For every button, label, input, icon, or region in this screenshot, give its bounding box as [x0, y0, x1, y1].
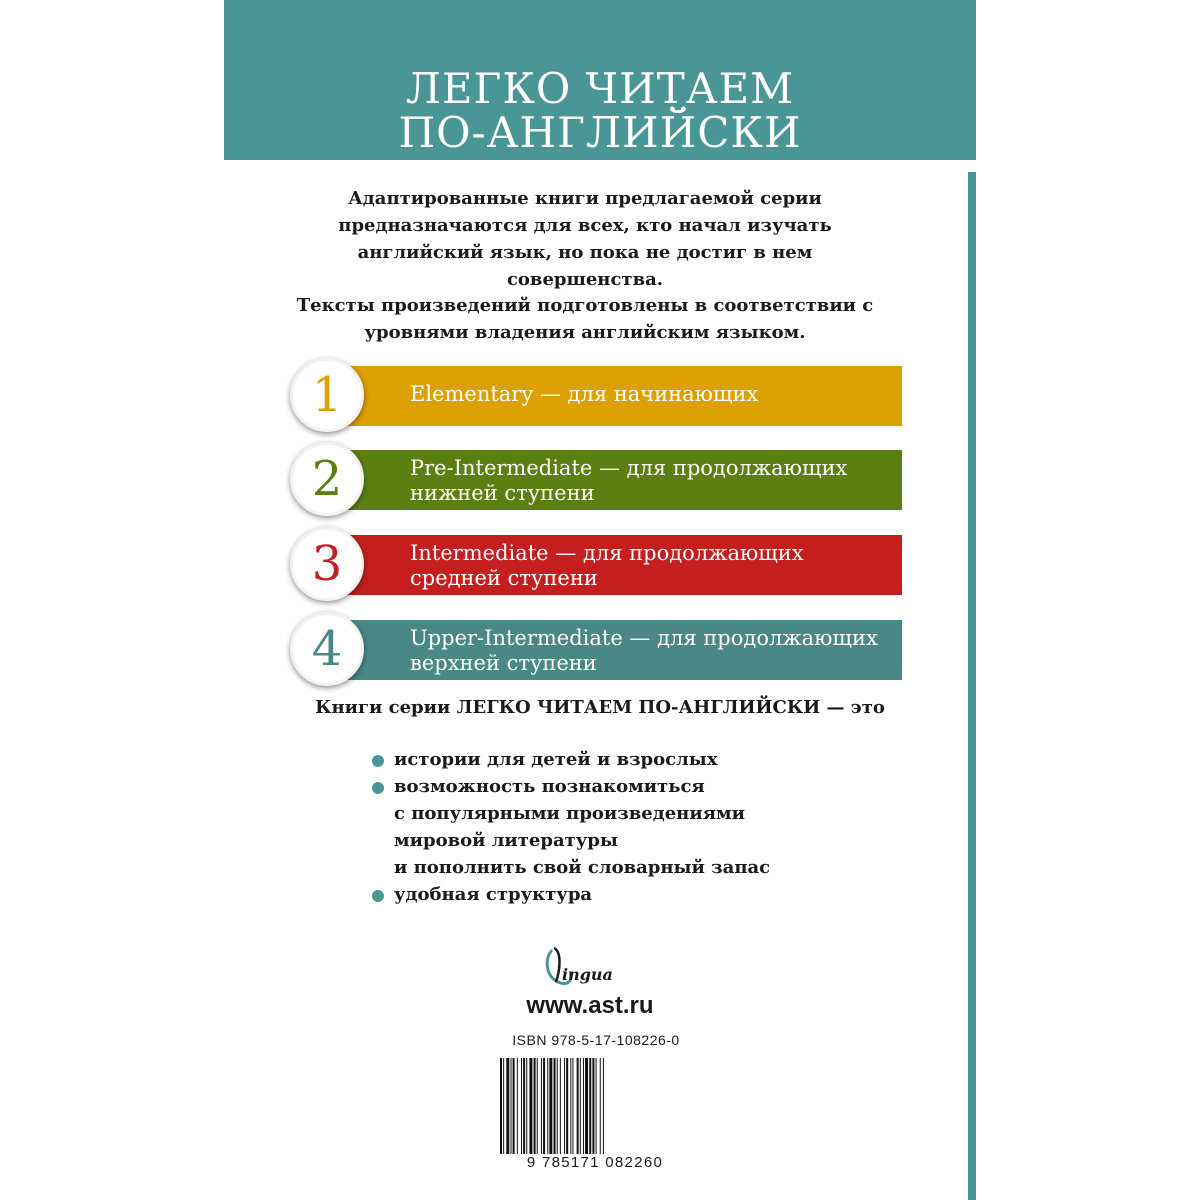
- level-1-label: [410, 382, 892, 407]
- barcode-bar: [526, 1058, 527, 1154]
- lingua-logo: [540, 942, 640, 992]
- bullet-dot-icon: [372, 890, 384, 902]
- list-item-continuation: и пополнить свой словарный запас: [394, 857, 771, 878]
- list-item-continuation: с популярными произведениями: [394, 803, 745, 824]
- level-2-number-badge: [290, 442, 364, 516]
- list-item-text: удобная структура: [394, 884, 593, 905]
- barcode-bar: [583, 1058, 584, 1154]
- barcode-bar: [534, 1058, 536, 1154]
- list-item: [372, 773, 812, 800]
- barcode-bar: [517, 1058, 518, 1154]
- barcode-bar: [557, 1058, 558, 1154]
- barcode-bar: [506, 1058, 509, 1154]
- logo-wordmark: ingua: [562, 965, 613, 984]
- publisher-url: www.ast.ru: [526, 992, 654, 1019]
- level-4-bar: [330, 620, 902, 680]
- barcode-bar: [521, 1058, 522, 1154]
- level-4-number: 4: [311, 621, 343, 677]
- barcode-bar: [570, 1058, 571, 1154]
- list-item: [372, 881, 812, 908]
- series-header: [224, 0, 976, 160]
- barcode: [498, 1058, 692, 1154]
- level-3-text-line-2: средней ступени: [410, 566, 598, 590]
- barcode-bar: [529, 1058, 532, 1154]
- barcode-bar: [580, 1058, 581, 1154]
- series-title-line-1: ЛЕГКО ЧИТАЕМ: [405, 64, 795, 113]
- level-2-label: [410, 456, 892, 506]
- series-tagline: Книги серии ЛЕГКО ЧИТАЕМ ПО-АНГЛИЙСКИ — это: [315, 697, 885, 718]
- level-3-number: 3: [311, 536, 343, 592]
- list-item-text: возможность познакомиться: [394, 776, 705, 797]
- barcode-bar: [572, 1058, 573, 1154]
- barcode-bar: [513, 1058, 515, 1154]
- level-4-text-line-1: Upper-Intermediate — для продолжающих: [410, 626, 878, 650]
- bullet-dot-icon: [372, 755, 384, 767]
- barcode-bar: [566, 1058, 568, 1154]
- level-4-number-badge: [290, 612, 364, 686]
- level-1-text: Elementary — для начинающих: [410, 382, 759, 406]
- level-2-text-line-2: нижней ступени: [410, 481, 595, 505]
- barcode-bar: [585, 1058, 588, 1154]
- level-3-row: [290, 535, 902, 595]
- level-3-label: [410, 541, 892, 591]
- barcode-bar: [547, 1058, 548, 1154]
- level-4-label: [410, 626, 892, 676]
- level-4-text-line-2: верхней ступени: [410, 651, 597, 675]
- barcode-bar: [554, 1058, 556, 1154]
- barcode-bar: [500, 1058, 502, 1154]
- barcode-bar: [541, 1058, 542, 1154]
- level-1-number: 1: [311, 367, 343, 423]
- level-3-number-badge: [290, 527, 364, 601]
- level-2-text-line-1: Pre-Intermediate — для продолжающих: [410, 456, 848, 480]
- intro-paragraph-2: Тексты произведений подготовлены в соответствии с уровнями владения английским языком.: [296, 295, 874, 343]
- level-3-bar: [330, 535, 902, 595]
- barcode-bar: [596, 1058, 597, 1154]
- level-3-text-line-1: Intermediate — для продолжающих: [410, 541, 804, 565]
- barcode-bar: [549, 1058, 552, 1154]
- list-item-text: истории для детей и взрослых: [394, 749, 718, 770]
- level-1-number-badge: [290, 358, 364, 432]
- barcode-number: 9 785171 082260: [526, 1154, 664, 1171]
- level-1-row: [290, 366, 902, 426]
- bullet-dot-icon: [372, 782, 384, 794]
- list-item: [372, 746, 812, 773]
- book-back-cover: [224, 0, 976, 1200]
- barcode-bar: [589, 1058, 591, 1154]
- barcode-bar: [603, 1058, 604, 1154]
- intro-paragraph-1: Адаптированные книги предлагаемой серии предназначаются для всех, кто начал изучать английский язык, но пока не достиг в нем совершенства.: [338, 188, 832, 290]
- level-1-bar: [330, 366, 902, 426]
- isbn-label: ISBN 978-5-17-108226-0: [512, 1032, 680, 1048]
- level-2-bar: [330, 450, 902, 510]
- barcode-bar: [523, 1058, 525, 1154]
- level-4-row: [290, 620, 902, 680]
- barcode-bar: [511, 1058, 512, 1154]
- barcode-bar: [543, 1058, 545, 1154]
- features-list: [372, 746, 812, 908]
- spine-stripe: [968, 172, 976, 1200]
- barcode-bar: [577, 1058, 579, 1154]
- barcode-bar: [537, 1058, 538, 1154]
- level-2-number: 2: [311, 451, 343, 507]
- barcode-bar: [503, 1058, 504, 1154]
- series-title-line-2: ПО-АНГЛИЙСКИ: [398, 108, 802, 157]
- barcode-bar: [592, 1058, 594, 1154]
- barcode-bar: [564, 1058, 565, 1154]
- barcode-bar: [560, 1058, 561, 1154]
- level-2-row: [290, 450, 902, 510]
- list-item-continuation: мировой литературы: [394, 830, 618, 851]
- barcode-bar: [600, 1058, 601, 1154]
